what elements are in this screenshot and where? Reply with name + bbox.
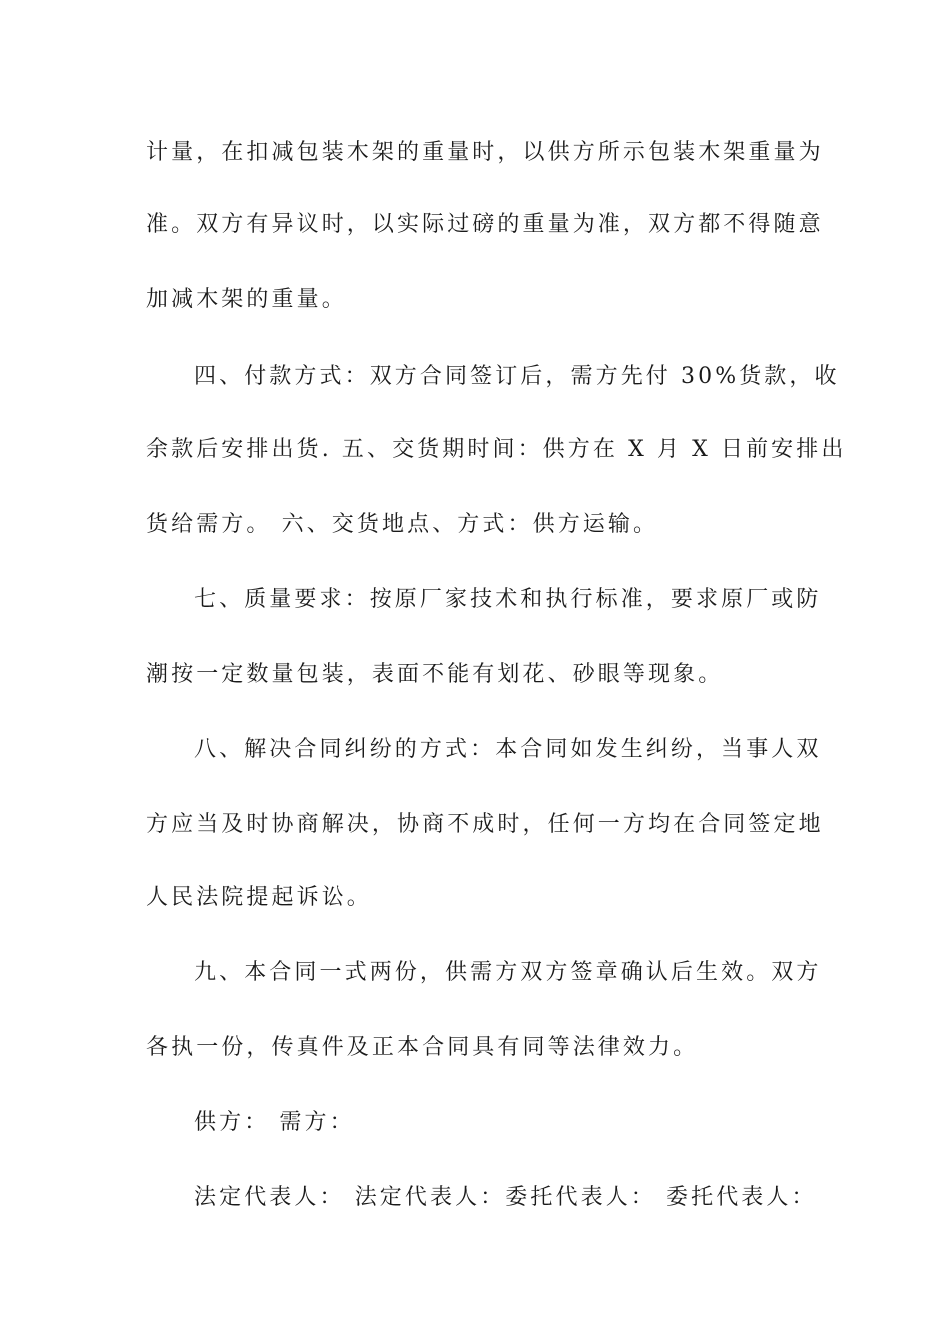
clause-payment-line: 四、付款方式：双方合同签订后，需方先付 30%货款，收 xyxy=(194,364,840,389)
clause-quality-line: 七、质量要求：按原厂家技术和执行标准，要求原厂或防 xyxy=(194,587,822,612)
paragraph-line: 余款后安排出货. 五、交货期时间：供方在 X 月 X 日前安排出 xyxy=(146,437,847,462)
paragraph-line: 各执一份，传真件及正本合同具有同等法律效力。 xyxy=(146,1035,699,1060)
paragraph-line: 人民法院提起诉讼。 xyxy=(146,885,372,910)
signature-parties-line: 供方： 需方： xyxy=(194,1110,355,1135)
signature-representatives-line: 法定代表人： 法定代表人：委托代表人： 委托代表人： xyxy=(194,1185,817,1210)
clause-copies-line: 九、本合同一式两份，供需方双方签章确认后生效。双方 xyxy=(194,960,822,985)
paragraph-line: 方应当及时协商解决，协商不成时，任何一方均在合同签定地 xyxy=(146,812,824,837)
paragraph-line: 货给需方。 六、交货地点、方式：供方运输。 xyxy=(146,512,659,537)
paragraph-line: 准。双方有异议时，以实际过磅的重量为准，双方都不得随意 xyxy=(146,212,824,237)
paragraph-line: 计量，在扣减包装木架的重量时，以供方所示包装木架重量为 xyxy=(146,140,824,165)
paragraph-line: 加减木架的重量。 xyxy=(146,287,347,312)
paragraph-line: 潮按一定数量包装，表面不能有划花、砂眼等现象。 xyxy=(146,662,724,687)
clause-dispute-line: 八、解决合同纠纷的方式：本合同如发生纠纷，当事人双 xyxy=(194,737,822,762)
